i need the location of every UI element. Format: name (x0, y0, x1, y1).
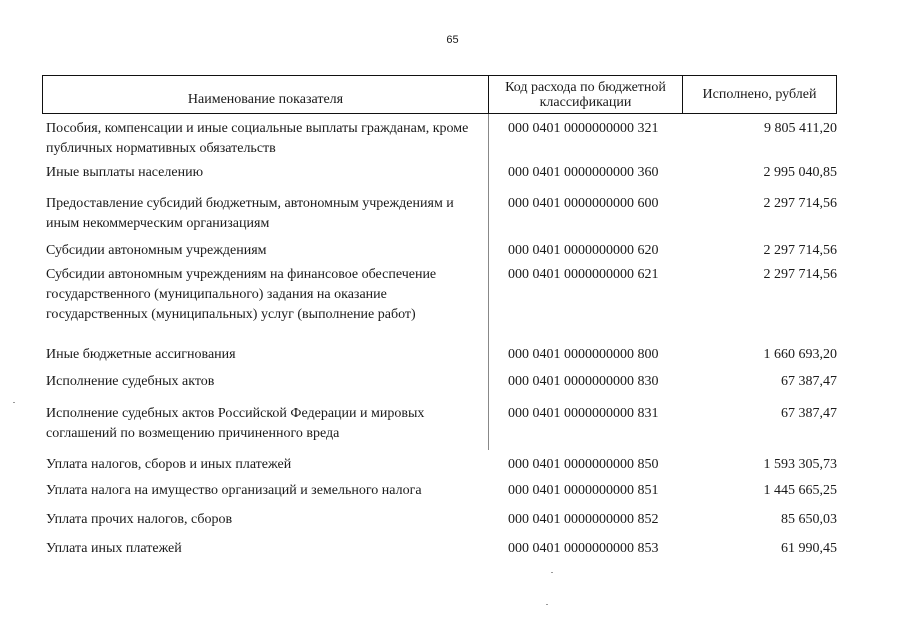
row-amount: 2 297 714,56 (763, 267, 837, 282)
row-amount: 9 805 411,20 (764, 121, 837, 136)
header-code: Код расхода по бюджетной классификации (488, 76, 683, 113)
row-amount: 2 297 714,56 (763, 196, 837, 211)
header-name: Наименование показателя (187, 92, 344, 107)
table-header (42, 75, 837, 114)
row-code: 000 0401 0000000000 851 (508, 483, 659, 498)
row-amount: 85 650,03 (781, 512, 837, 527)
row-amount: 2 995 040,85 (763, 165, 837, 180)
row-amount: 1 445 665,25 (763, 483, 837, 498)
row-code: 000 0401 0000000000 850 (508, 457, 659, 472)
scan-speck (551, 572, 553, 573)
row-code: 000 0401 0000000000 620 (508, 243, 659, 258)
row-name: Субсидии автономным учреждениям на финансовое обеспечение государственного (муниципального) задания на оказание государственных (муниципальных) услуг (выполнение работ) (46, 267, 437, 322)
row-name: Уплата налогов, сборов и иных платежей (46, 457, 292, 472)
row-code: 000 0401 0000000000 600 (508, 196, 659, 211)
row-code: 000 0401 0000000000 853 (508, 541, 659, 556)
row-amount: 2 297 714,56 (763, 243, 837, 258)
row-amount: 61 990,45 (781, 541, 837, 556)
row-name: Исполнение судебных актов Российской Федерации и мировых соглашений по возмещению причиненного вреда (46, 406, 425, 441)
scan-speck (13, 402, 15, 403)
row-name: Уплата прочих налогов, сборов (46, 512, 233, 527)
row-amount: 1 593 305,73 (763, 457, 837, 472)
row-code: 000 0401 0000000000 830 (508, 374, 659, 389)
row-code: 000 0401 0000000000 800 (508, 347, 659, 362)
row-name: Предоставление субсидий бюджетным, автономным учреждениям и иным некоммерческим организациям (46, 196, 454, 231)
row-name: Субсидии автономным учреждениям (46, 243, 267, 258)
scan-speck (546, 604, 548, 605)
page-number: 65 (446, 34, 459, 46)
row-name: Уплата налога на имущество организаций и земельного налога (46, 483, 422, 498)
header-amount: Исполнено, рублей (702, 87, 817, 102)
row-amount: 67 387,47 (781, 374, 837, 389)
column-divider (488, 114, 489, 450)
row-amount: 1 660 693,20 (763, 347, 837, 362)
row-name: Уплата иных платежей (46, 541, 182, 556)
row-name: Пособия, компенсации и иные социальные выплаты гражданам, кроме публичных нормативных обязательств (46, 121, 469, 156)
row-name: Иные выплаты населению (46, 165, 204, 180)
row-code: 000 0401 0000000000 360 (508, 165, 659, 180)
row-name: Иные бюджетные ассигнования (46, 347, 236, 362)
row-code: 000 0401 0000000000 852 (508, 512, 659, 527)
row-code: 000 0401 0000000000 321 (508, 121, 659, 136)
row-name: Исполнение судебных актов (46, 374, 215, 389)
row-amount: 67 387,47 (781, 406, 837, 421)
row-code: 000 0401 0000000000 831 (508, 406, 659, 421)
row-code: 000 0401 0000000000 621 (508, 267, 659, 282)
